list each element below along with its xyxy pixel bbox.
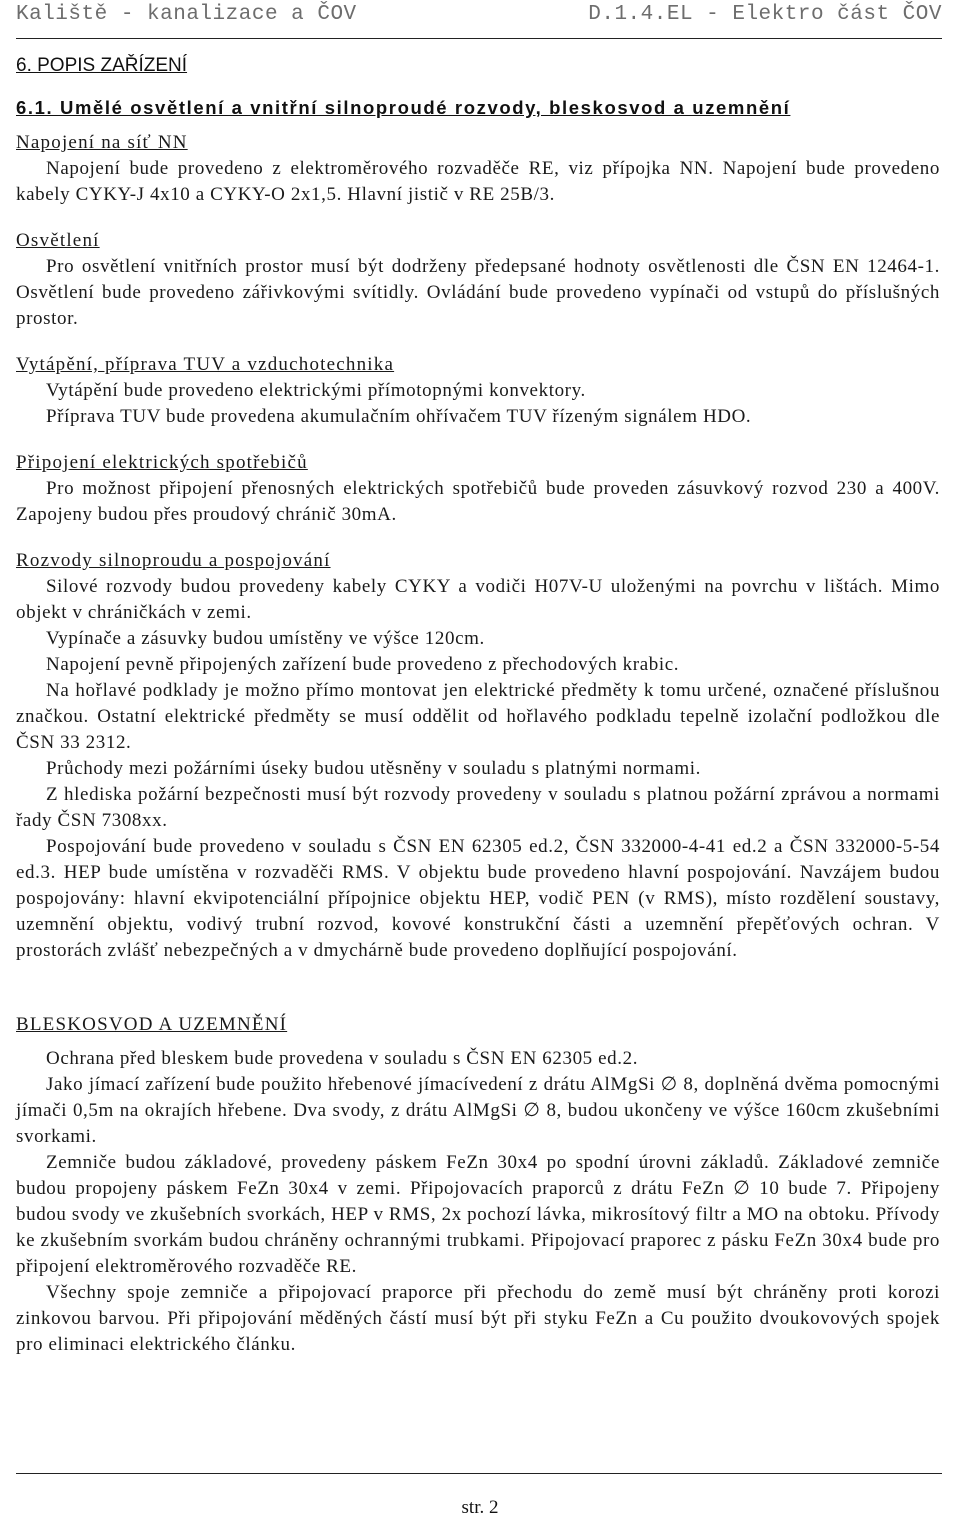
section-heading: Rozvody silnoproudu a pospojování bbox=[16, 550, 331, 571]
section-rozvody bbox=[16, 548, 940, 964]
paragraph: Jako jímací zařízení bude použito hřebenové jímacívedení z drátu AlMgSi ∅ 8, doplněná dvěma pomocnými jímači 0,5m na okrajích hřebene. Dva svody, z drátu AlMgSi ∅ 8, budou ukončeny ve výšce 160cm zkušebními svorkami. bbox=[16, 1074, 940, 1147]
paragraph: Vypínače a zásuvky budou umístěny ve výšce 120cm. bbox=[46, 628, 485, 649]
paragraph: Napojení bude provedeno z elektroměrového rozvaděče RE, viz přípojka NN. Napojení bude provedeno kabely CYKY-J 4x10 a CYKY-O 2x1,5. Hlavní jistič v RE 25B/3. bbox=[16, 158, 940, 205]
section-osvetleni bbox=[16, 228, 940, 332]
paragraph: Napojení pevně připojených zařízení bude provedeno z přechodových krabic. bbox=[46, 654, 680, 675]
paragraph: Pospojování bude provedeno v souladu s ČSN EN 62305 ed.2, ČSN 332000-4-41 ed.2 a ČSN 332000-5-54 ed.3. HEP bude umístěna v rozvaděči RMS. V objektu bude provedeno hlavní pospojování. Navzájem budou pospojovány: hlavní ekvipotenciální přípojnice objektu HEP, vodič PEN (v RMS), místo rozdělení soustavy, uzemnění objektu, vodivý trubní rozvod, kovové konstrukční části a uzemnění přepěťových ochran. V prostorách zvlášť nebezpečných a v dmychárně bude provedeno doplňující pospojování. bbox=[16, 836, 940, 961]
section-spacer bbox=[16, 984, 940, 1012]
footer-rule bbox=[16, 1473, 942, 1474]
paragraph: Silové rozvody budou provedeny kabely CYKY a vodiči H07V-U uloženými na povrchu v lištách. Mimo objekt v chráničkách v zemi. bbox=[16, 576, 940, 623]
section-napojeni bbox=[16, 130, 940, 208]
paragraph: Na hořlavé podklady je možno přímo montovat jen elektrické předměty k tomu určené, označené příslušnou značkou. Ostatní elektrické předměty se musí oddělit od hořlavého podkladu tepelně izolační podložkou dle ČSN 33 2312. bbox=[16, 680, 940, 753]
subsection-title: 6.1. Umělé osvětlení a vnitřní silnoproudé rozvody, bleskosvod a uzemnění bbox=[16, 97, 791, 118]
paragraph: Pro možnost připojení přenosných elektrických spotřebičů bude proveden zásuvkový rozvod 230 a 400V. Zapojeny budou přes proudový chránič 30mA. bbox=[16, 478, 940, 525]
header-document-code: D.1.4.EL - Elektro část ČOV bbox=[588, 3, 942, 26]
page-number: str. 2 bbox=[461, 1497, 499, 1518]
section-heading: BLESKOSVOD A UZEMNĚNÍ bbox=[16, 1014, 288, 1035]
section-bleskosvod bbox=[16, 1012, 940, 1358]
section-heading: Napojení na síť NN bbox=[16, 132, 188, 153]
paragraph: Z hlediska požární bezpečnosti musí být rozvody provedeny v souladu s platnou požární zprávou a normami řady ČSN 7308xx. bbox=[16, 784, 940, 831]
section-vytapeni bbox=[16, 352, 940, 430]
paragraph: Průchody mezi požárními úseky budou utěsněny v souladu s platnými normami. bbox=[46, 758, 701, 779]
paragraph: Všechny spoje zemniče a připojovací praporce při přechodu do země musí být chráněny proti korozi zinkovou barvou. Při připojování měděných částí musí být při styku FeZn a Cu použito dvoukovových spojek pro eliminaci elektrického článku. bbox=[16, 1282, 940, 1355]
section-heading: Připojení elektrických spotřebičů bbox=[16, 452, 308, 473]
paragraph: Ochrana před bleskem bude provedena v souladu s ČSN EN 62305 ed.2. bbox=[46, 1048, 639, 1069]
paragraph: Vytápění bude provedeno elektrickými přímotopnými konvektory. bbox=[46, 380, 586, 401]
paragraph: Zemniče budou základové, provedeny páskem FeZn 30x4 po spodní úrovni základů. Základové zemniče budou propojeny páskem FeZn 30x4 v zemi. Připojovacích praporců z drátu FeZn ∅ 10 bude 7. Připojeny budou svody ve zkušebních svorkách, HEP v RMS, 2x pochozí lávka, mikrosítový filtr a MO na obtoku. Přívody ke zkušebním svorkám budou chráněny ochrannými trubkami. Připojovací praporec z pásku FeZn 30x4 bude pro připojení elektroměrového rozvaděče RE. bbox=[16, 1152, 940, 1277]
section-pripojeni-spotrebicu bbox=[16, 450, 940, 528]
paragraph: Pro osvětlení vnitřních prostor musí být dodrženy předepsané hodnoty osvětlenosti dle ČSN EN 12464-1. Osvětlení bude provedeno zářivkovými svítidly. Ovládání bude provedeno vypínači od vstupů do příslušných prostor. bbox=[16, 256, 940, 329]
section-title: 6. POPIS ZAŘÍZENÍ bbox=[16, 55, 188, 76]
header-project-title: Kaliště - kanalizace a ČOV bbox=[16, 3, 357, 26]
page-header bbox=[16, 0, 942, 39]
document-body bbox=[16, 54, 940, 1378]
paragraph: Příprava TUV bude provedena akumulačním ohřívačem TUV řízeným signálem HDO. bbox=[46, 406, 752, 427]
section-heading: Vytápění, příprava TUV a vzduchotechnika bbox=[16, 354, 395, 375]
section-heading: Osvětlení bbox=[16, 230, 100, 251]
